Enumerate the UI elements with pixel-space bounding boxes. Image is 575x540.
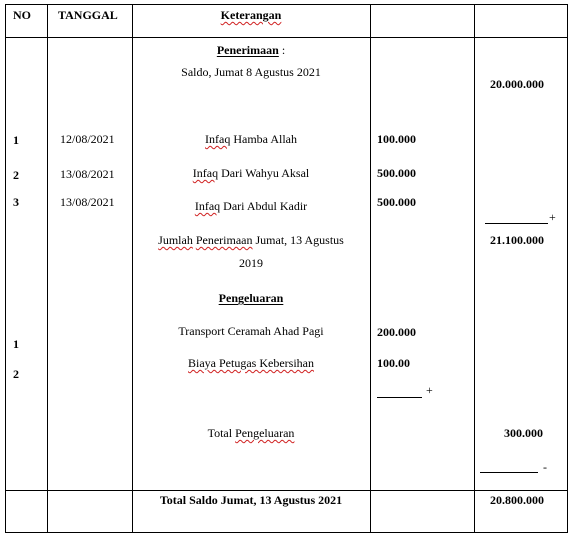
penerimaan-row-2-amount: 500.000 [377, 166, 416, 180]
pengeluaran-row-1-amount: 200.000 [377, 325, 416, 339]
col-divider-3 [370, 4, 371, 533]
penerimaan-heading [132, 43, 370, 57]
saldo-amount: 20.000.000 [490, 77, 544, 91]
infaq-word: Infaq [205, 132, 231, 146]
table-border-left [5, 4, 6, 533]
pengeluaran-row-1-no: 1 [13, 337, 19, 351]
minus-sign: - [543, 460, 547, 474]
jumlah-word: Jumlah [158, 233, 193, 247]
penerimaan-row-2-rest: Dari Wahyu Aksal [218, 166, 310, 180]
table-border-top [5, 4, 568, 5]
penerimaan-row-3-date: 13/08/2021 [60, 195, 115, 209]
table-border-right [567, 4, 568, 533]
total-pengeluaran-amount: 300.000 [504, 426, 543, 440]
total-saldo-amount: 20.800.000 [490, 493, 544, 507]
total-saldo-label: Total Saldo Jumat, 13 Agustus 2021 [159, 493, 343, 507]
penerimaan-row-2-no: 2 [13, 168, 19, 182]
penerimaan-row-1-date: 12/08/2021 [60, 132, 115, 146]
pengeluaran-word: Pengeluaran [235, 426, 295, 440]
total-pengeluaran-label [132, 426, 370, 440]
penerimaan-word: Penerimaan [195, 233, 253, 247]
final-sum-line [480, 472, 538, 473]
header-keterangan: Keterangan [220, 8, 282, 22]
pengeluaran-row-2-amount: 100.00 [377, 356, 410, 370]
infaq-word: Infaq [194, 199, 221, 213]
pengeluaran-plus-sign: + [426, 383, 433, 397]
penerimaan-row-1-amount: 100.000 [377, 132, 416, 146]
penerimaan-row-3-rest: Dari Abdul Kadir [220, 199, 308, 213]
penerimaan-row-1-rest: Hamba Allah [230, 132, 297, 146]
pengeluaran-row-2-no: 2 [13, 367, 19, 381]
pengeluaran-sum-line [377, 397, 422, 398]
penerimaan-row-1-no: 1 [13, 133, 19, 147]
penerimaan-row-3-label [132, 199, 370, 213]
col-divider-4 [474, 4, 475, 533]
jumlah-rest: Jumat, 13 Agustus [252, 233, 344, 247]
jumlah-penerimaan-amount: 21.100.000 [490, 233, 544, 247]
penerimaan-row-2-date: 13/08/2021 [60, 167, 115, 181]
infaq-word: Infaq [192, 166, 219, 180]
pengeluaran-row-2-label: Biaya Petugas Kebersihan [188, 356, 314, 370]
col-divider-1 [47, 4, 48, 533]
penerimaan-plus-sign: + [549, 210, 556, 224]
penerimaan-row-3-amount: 500.000 [377, 195, 416, 209]
header-no: NO [13, 8, 31, 22]
penerimaan-row-1-label [132, 132, 370, 146]
pengeluaran-title: Pengeluaran [218, 291, 284, 305]
penerimaan-row-3-no: 3 [13, 195, 19, 209]
penerimaan-sum-line [485, 223, 548, 224]
header-tanggal: TANGGAL [58, 8, 118, 22]
pengeluaran-row-1-label: Transport Ceramah Ahad Pagi [178, 324, 324, 338]
header-separator [5, 37, 568, 38]
jumlah-penerimaan-line1 [132, 233, 370, 247]
jumlah-penerimaan-line2: 2019 [239, 256, 263, 270]
penerimaan-row-2-label [132, 166, 370, 180]
penerimaan-title: Penerimaan [216, 43, 279, 57]
table-border-bottom [5, 532, 568, 533]
footer-separator [5, 490, 568, 491]
saldo-label: Saldo, Jumat 8 Agustus 2021 [181, 65, 321, 79]
pengeluaran-heading [132, 291, 370, 305]
penerimaan-colon: : [278, 43, 286, 57]
total-word: Total [207, 426, 236, 440]
